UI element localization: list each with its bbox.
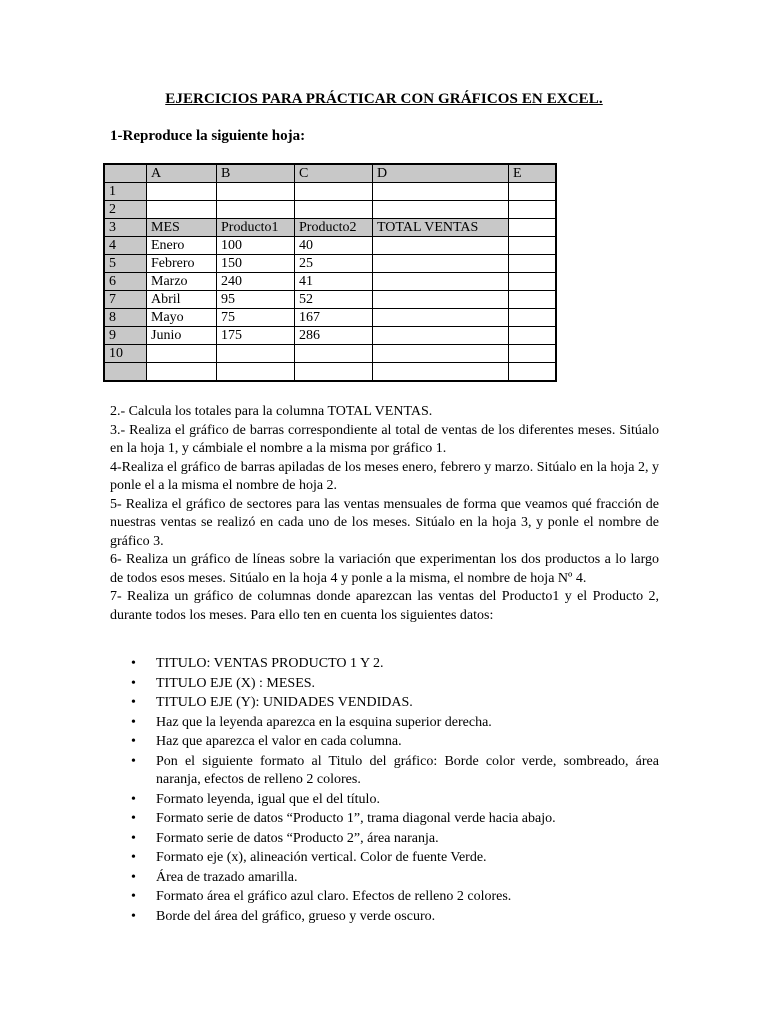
table-row bbox=[104, 345, 556, 363]
table-cell bbox=[147, 201, 217, 219]
table-cell bbox=[373, 237, 509, 255]
instruction-paragraph: 5- Realiza el gráfico de sectores para las ventas mensuales de forma que veamos qué fracción de nuestras ventas se realizó en cada uno de los meses. Sitúalo en la hoja 3, y ponle el nombre de gráfico 3. bbox=[110, 496, 659, 549]
table-cell bbox=[217, 183, 295, 201]
row-number: 4 bbox=[104, 237, 147, 255]
table-cell: 100 bbox=[217, 237, 295, 255]
row-number: 3 bbox=[104, 219, 147, 237]
bullet-icon: • bbox=[131, 830, 136, 846]
list-item-text: TITULO EJE (Y): UNIDADES VENDIDAS. bbox=[156, 695, 413, 710]
table-cell bbox=[509, 327, 557, 345]
list-item-text: TITULO: VENTAS PRODUCTO 1 Y 2. bbox=[156, 656, 384, 671]
table-cell bbox=[295, 183, 373, 201]
table-cell: Febrero bbox=[147, 255, 217, 273]
table-cell bbox=[217, 345, 295, 363]
bullet-icon: • bbox=[131, 850, 136, 865]
table-cell bbox=[509, 201, 557, 219]
table-row bbox=[104, 201, 556, 219]
bullet-icon: • bbox=[131, 714, 136, 730]
table-cell bbox=[373, 291, 509, 309]
row-number bbox=[104, 363, 147, 382]
bullet-icon: • bbox=[131, 791, 136, 807]
list-item-text: TITULO EJE (X) : MESES. bbox=[156, 675, 316, 691]
table-cell bbox=[373, 345, 509, 363]
table-cell: Producto1 bbox=[217, 219, 295, 237]
list-item bbox=[110, 694, 659, 713]
bullet-icon: • bbox=[131, 908, 136, 924]
instruction-paragraph: 6- Realiza un gráfico de líneas sobre la variación que experimentan los dos productos a lo largo de todos esos meses. Sitúalo en la hoja 4 y ponle a la misma, el nombre de hoja Nº 4. bbox=[110, 552, 659, 586]
instruction-paragraph: 4-Realiza el gráfico de barras apiladas de los meses enero, febrero y marzo. Sitúalo en la hoja 2, y ponle el a la misma el nombre de hoja 2. bbox=[110, 459, 659, 493]
table-cell: 167 bbox=[295, 309, 373, 327]
table-row bbox=[104, 219, 556, 237]
column-header-a: A bbox=[147, 164, 217, 183]
table-cell: 25 bbox=[295, 255, 373, 273]
list-item bbox=[110, 733, 659, 752]
table-cell bbox=[373, 183, 509, 201]
row-number: 7 bbox=[104, 291, 147, 309]
table-cell: Abril bbox=[147, 291, 217, 309]
table-cell bbox=[509, 183, 557, 201]
table-cell bbox=[217, 201, 295, 219]
table-cell: 175 bbox=[217, 327, 295, 345]
table-cell: TOTAL VENTAS bbox=[373, 219, 509, 237]
column-header-e: E bbox=[509, 164, 557, 183]
row-number: 5 bbox=[104, 255, 147, 273]
list-item bbox=[110, 714, 659, 733]
list-item bbox=[110, 830, 659, 849]
document-title: EJERCICIOS PARA PRÁCTICAR CON GRÁFICOS EN EXCEL. bbox=[165, 91, 603, 107]
list-item-text: Formato área el gráfico azul claro. Efectos de relleno 2 colores. bbox=[156, 889, 512, 904]
table-cell bbox=[373, 327, 509, 345]
column-header-c: C bbox=[295, 164, 373, 183]
row-number: 2 bbox=[104, 201, 147, 219]
table-cell: 95 bbox=[217, 291, 295, 309]
bullet-icon: • bbox=[131, 889, 136, 904]
table-cell: 150 bbox=[217, 255, 295, 273]
bullet-icon: • bbox=[131, 656, 136, 671]
column-header-row bbox=[104, 164, 556, 183]
list-item-text: Pon el siguiente formato al Titulo del gráfico: Borde color verde, sombreado, área naranja, efectos de relleno 2 colores. bbox=[156, 753, 659, 787]
table-cell bbox=[373, 201, 509, 219]
table-row bbox=[104, 309, 556, 327]
table-row bbox=[104, 255, 556, 273]
list-item-text: Formato eje (x), alineación vertical. Color de fuente Verde. bbox=[156, 850, 487, 865]
instruction-paragraph: 3.- Realiza el gráfico de barras correspondiente al total de ventas de los diferentes meses. Sitúalo en la hoja 1, y cámbiale el nombre a la misma por gráfico 1. bbox=[110, 422, 659, 456]
section-heading: 1-Reproduce la siguiente hoja: bbox=[110, 128, 306, 144]
table-cell bbox=[373, 255, 509, 273]
list-item bbox=[110, 810, 659, 829]
table-cell bbox=[509, 255, 557, 273]
row-number: 10 bbox=[104, 345, 147, 363]
list-item bbox=[110, 908, 659, 927]
list-item-text: Haz que aparezca el valor en cada columna. bbox=[156, 734, 402, 749]
table-row bbox=[104, 237, 556, 255]
table-cell bbox=[147, 183, 217, 201]
list-item-text: Formato serie de datos “Producto 2”, área naranja. bbox=[156, 830, 439, 846]
table-cell: Junio bbox=[147, 327, 217, 345]
bullet-icon: • bbox=[131, 675, 136, 691]
instructions-body bbox=[110, 403, 659, 625]
table-cell bbox=[295, 201, 373, 219]
bullet-icon: • bbox=[131, 695, 136, 710]
list-item bbox=[110, 888, 659, 907]
table-cell bbox=[509, 345, 557, 363]
instruction-paragraph: 2.- Calcula los totales para la columna TOTAL VENTAS. bbox=[110, 404, 433, 419]
table-cell: 286 bbox=[295, 327, 373, 345]
spreadsheet-table bbox=[103, 163, 557, 382]
instruction-paragraph: 7- Realiza un gráfico de columnas donde aparezcan las ventas del Producto1 y el Producto 2, durante todos los meses. Para ello ten en cuenta los siguientes datos: bbox=[110, 589, 659, 623]
table-cell bbox=[373, 273, 509, 291]
table-cell bbox=[509, 219, 557, 237]
list-item bbox=[110, 675, 659, 694]
table-cell bbox=[295, 363, 373, 382]
table-cell: MES bbox=[147, 219, 217, 237]
row-number: 6 bbox=[104, 273, 147, 291]
corner-cell bbox=[104, 164, 147, 183]
table-cell bbox=[509, 309, 557, 327]
table-cell bbox=[509, 363, 557, 382]
column-header-d: D bbox=[373, 164, 509, 183]
list-item-text: Área de trazado amarilla. bbox=[156, 869, 298, 885]
row-number: 9 bbox=[104, 327, 147, 345]
list-item bbox=[110, 791, 659, 810]
table-cell bbox=[373, 309, 509, 327]
table-cell: 52 bbox=[295, 291, 373, 309]
bullet-icon: • bbox=[131, 753, 136, 769]
table-cell bbox=[509, 273, 557, 291]
row-number: 8 bbox=[104, 309, 147, 327]
list-item-text: Formato leyenda, igual que el del título. bbox=[156, 791, 380, 807]
table-cell bbox=[295, 345, 373, 363]
list-item bbox=[110, 849, 659, 868]
table-cell bbox=[373, 363, 509, 382]
bullet-icon: • bbox=[131, 734, 136, 749]
table-cell bbox=[509, 237, 557, 255]
list-item-text: Haz que la leyenda aparezca en la esquina superior derecha. bbox=[156, 714, 492, 730]
bullet-icon: • bbox=[131, 811, 136, 826]
table-cell bbox=[217, 363, 295, 382]
table-cell: Enero bbox=[147, 237, 217, 255]
table-cell: 240 bbox=[217, 273, 295, 291]
column-header-b: B bbox=[217, 164, 295, 183]
table-row bbox=[104, 273, 556, 291]
list-item bbox=[110, 753, 659, 790]
table-cell: Marzo bbox=[147, 273, 217, 291]
table-cell bbox=[147, 345, 217, 363]
row-number: 1 bbox=[104, 183, 147, 201]
bullet-icon: • bbox=[131, 869, 136, 885]
list-item bbox=[110, 655, 659, 674]
table-row bbox=[104, 291, 556, 309]
bullet-list bbox=[110, 655, 659, 927]
table-cell: 41 bbox=[295, 273, 373, 291]
list-item-text: Borde del área del gráfico, grueso y verde oscuro. bbox=[156, 908, 436, 924]
list-item bbox=[110, 869, 659, 888]
table-row bbox=[104, 363, 556, 382]
table-cell: Producto2 bbox=[295, 219, 373, 237]
table-row bbox=[104, 183, 556, 201]
table-cell bbox=[147, 363, 217, 382]
list-item-text: Formato serie de datos “Producto 1”, trama diagonal verde hacia abajo. bbox=[156, 811, 556, 826]
table-row bbox=[104, 327, 556, 345]
table-cell: 75 bbox=[217, 309, 295, 327]
table-cell bbox=[509, 291, 557, 309]
table-cell: Mayo bbox=[147, 309, 217, 327]
table-cell: 40 bbox=[295, 237, 373, 255]
